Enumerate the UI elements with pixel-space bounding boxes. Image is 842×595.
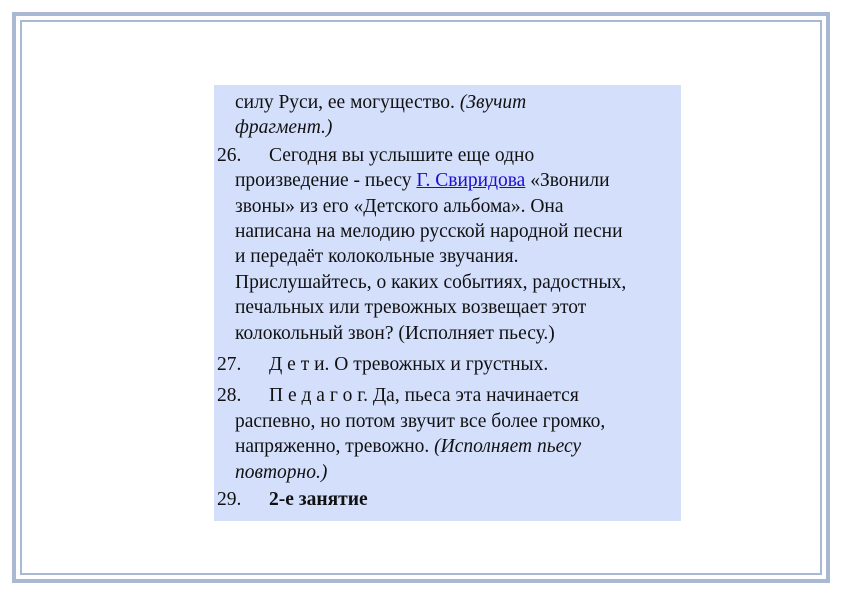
text-span: П е д а г о г. Да, пьеса эта начинается [269, 385, 579, 407]
paragraph-27 [217, 352, 673, 377]
italic-text: фрагмент.) [235, 117, 333, 139]
text-line: распевно, но потом звучит все более громко, [235, 410, 606, 432]
text-line [217, 352, 673, 377]
italic-text: (Звучит [459, 92, 527, 113]
text-line [235, 434, 673, 459]
text-line [235, 168, 673, 193]
text-span: Д е т и. О тревожных и грустных. [269, 354, 549, 376]
text-span: Сегодня вы услышите еще одно [269, 144, 535, 166]
text-span: напряженно, тревожно. [235, 436, 435, 458]
section-heading: 2-е занятие [269, 489, 368, 511]
text-line: написана на мелодию русской народной песни [235, 221, 623, 243]
italic-text: повторно.) [235, 461, 328, 483]
text-line: печальных или тревожных возвещает этот [235, 297, 587, 319]
paragraph-continued [217, 90, 673, 141]
text-line [235, 90, 673, 115]
text-line [217, 383, 673, 408]
text-span: произведение - пьесу [235, 170, 417, 192]
text-line [235, 460, 673, 485]
text-line: колокольный звон? (Исполняет пьесу.) [235, 322, 555, 344]
paragraph-26 [217, 143, 673, 346]
text-span: силу Руси, ее могущество. [235, 92, 460, 113]
italic-text: (Исполняет пьесу [434, 436, 582, 458]
text-line: звоны» из его «Детского альбома». Она [235, 195, 564, 217]
text-line [235, 115, 673, 140]
composer-link[interactable]: Г. Свиридова [416, 170, 526, 192]
text-line [217, 143, 673, 168]
paragraph-number: 27. [217, 354, 242, 376]
text-line [217, 487, 673, 512]
paragraph-28 [217, 383, 673, 485]
paragraph-number: 29. [217, 489, 242, 511]
paragraph-number: 26. [217, 144, 242, 166]
text-span: «Звонили [525, 170, 610, 192]
text-line: Прислушайтесь, о каких событиях, радостных, [235, 271, 627, 293]
text-block [214, 85, 681, 521]
paragraph-29 [217, 487, 673, 512]
paragraph-number: 28. [217, 385, 242, 407]
text-line: и передаёт колокольные звучания. [235, 246, 519, 268]
